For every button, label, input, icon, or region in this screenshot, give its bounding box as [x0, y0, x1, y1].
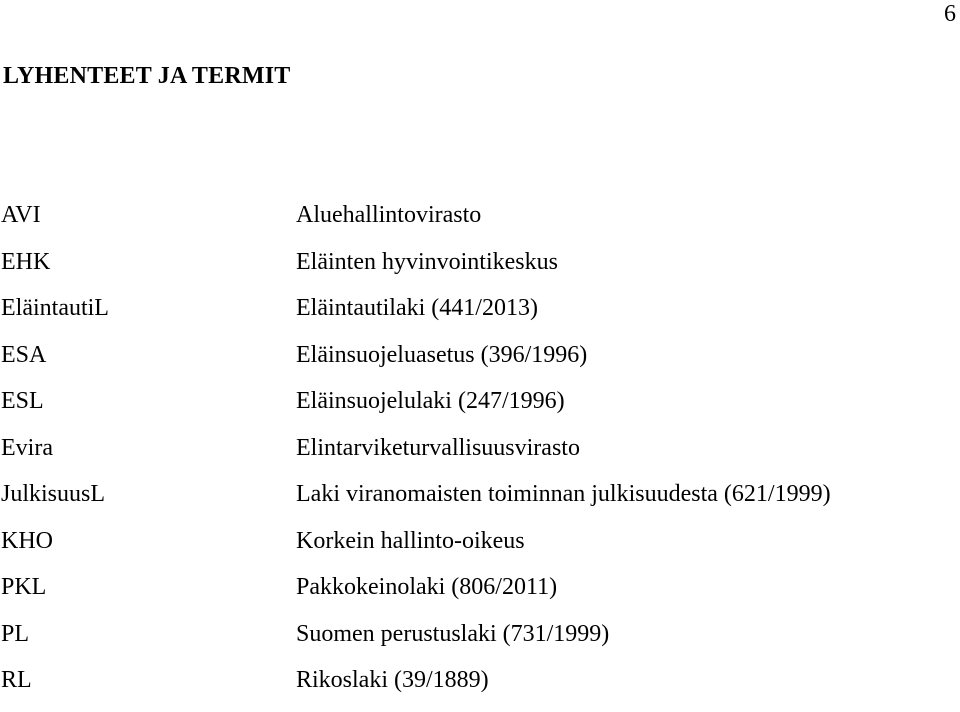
term-abbreviation: JulkisuusL	[1, 481, 106, 507]
term-abbreviation: AVI	[1, 202, 41, 228]
term-definition: Aluehallintovirasto	[296, 202, 482, 228]
term-row	[0, 479, 960, 526]
term-definition: Eläinten hyvinvointikeskus	[296, 248, 558, 275]
term-definition: Korkein hallinto-oikeus	[296, 527, 525, 554]
term-definition: Eläinsuojeluasetus (396/1996)	[296, 341, 588, 368]
term-abbreviation: ESL	[1, 388, 44, 414]
term-row	[0, 572, 960, 619]
page-number: 6	[944, 1, 956, 27]
term-abbreviation: KHO	[1, 527, 53, 554]
term-definition: Eläintautilaki (441/2013)	[296, 295, 538, 321]
term-abbreviation: Evira	[1, 434, 53, 461]
term-definition: Pakkokeinolaki (806/2011)	[296, 574, 558, 600]
term-row	[0, 526, 960, 573]
term-definition: Elintarviketurvallisuusvirasto	[296, 434, 580, 461]
term-abbreviation: ESA	[1, 341, 47, 368]
term-row	[0, 247, 960, 294]
term-row	[0, 293, 960, 340]
term-definition: Rikoslaki (39/1889)	[296, 667, 489, 693]
page-heading: LYHENTEET JA TERMIT	[3, 63, 291, 89]
term-row	[0, 433, 960, 480]
term-abbreviation: PKL	[1, 574, 47, 600]
term-row	[0, 386, 960, 433]
abbreviation-list	[0, 200, 960, 712]
term-row	[0, 200, 960, 247]
term-definition: Eläinsuojelulaki (247/1996)	[296, 388, 565, 414]
term-definition: Suomen perustuslaki (731/1999)	[296, 620, 610, 647]
term-row	[0, 619, 960, 666]
term-definition: Laki viranomaisten toiminnan julkisuudesta (621/1999)	[296, 481, 831, 507]
term-row	[0, 340, 960, 387]
term-abbreviation: RL	[1, 667, 32, 693]
term-row	[0, 665, 960, 712]
term-abbreviation: PL	[1, 620, 30, 647]
term-abbreviation: EläintautiL	[1, 295, 109, 321]
term-abbreviation: EHK	[1, 248, 51, 275]
